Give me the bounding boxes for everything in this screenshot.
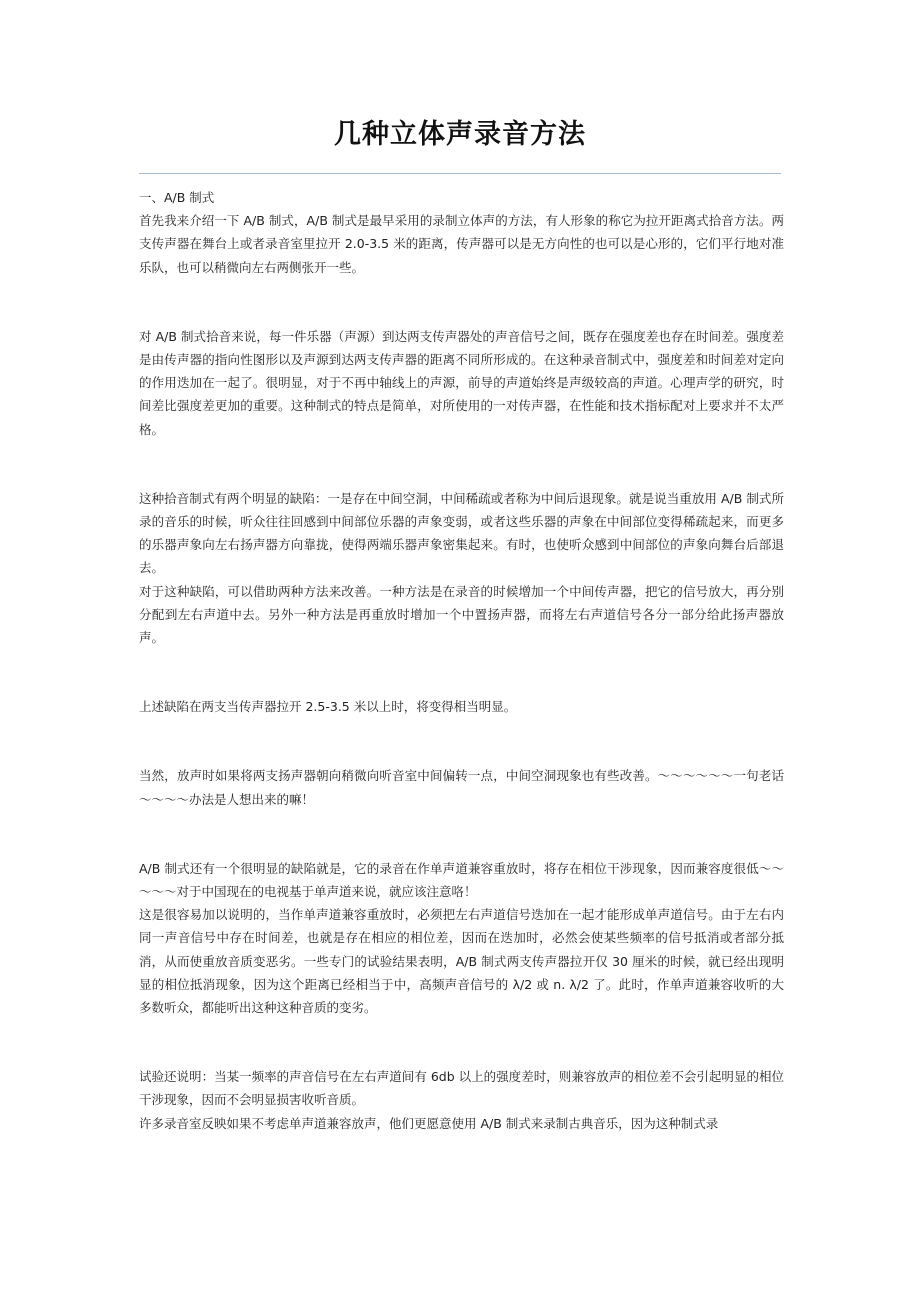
paragraph: 这种拾音制式有两个明显的缺陷：一是存在中间空洞，中间稀疏或者称为中间后退现象。就是说当重放用 A/B 制式所录的音乐的时候，听众往往回感到中间部位乐器的声象变弱，或者这些乐器的声象在中间部位变得稀疏起来，而更多的乐器声象向左右扬声器方向靠拢，使得两端乐器声象密集起来。有时，也使听众感到中间部位的声象向舞台后部退去。 bbox=[139, 490, 784, 576]
section-heading: 一、A/B 制式 bbox=[139, 190, 215, 205]
paragraph-spacer bbox=[139, 441, 784, 487]
paragraph: 试验还说明：当某一频率的声音信号在左右声道间有 6db 以上的强度差时，则兼容放声的相位差不会引起明显的相位干涉现象，因而不会明显损害收听音质。 bbox=[139, 1069, 784, 1108]
paragraph-spacer bbox=[139, 1019, 784, 1065]
paragraph: 对于这种缺陷，可以借助两种方法来改善。一种方法是在录音的时候增加一个中间传声器，把它的信号放大，再分别分配到左右声道中去。另外一种方法是再重放时增加一个中置扬声器，而将左右声道信号各分一部分给此扬声器放声。 bbox=[139, 583, 784, 646]
paragraph-spacer bbox=[139, 811, 784, 857]
paragraph: 许多录音室反映如果不考虑单声道兼容放声，他们更愿意使用 A/B 制式来录制古典音乐，因为这种制式录 bbox=[139, 1115, 719, 1131]
paragraph-spacer bbox=[139, 649, 784, 695]
paragraph: 首先我来介绍一下 A/B 制式，A/B 制式是最早采用的录制立体声的方法，有人形象的称它为拉开距离式拾音方法。两支传声器在舞台上或者录音室里拉开 2.0-3.5 米的距离，传声器可以是无方向性的也可以是心形的，它们平行地对准乐队，也可以稍微向左右两侧张开一些。 bbox=[139, 213, 784, 275]
document-body bbox=[139, 186, 784, 1135]
paragraph: 当然，放声时如果将两支扬声器朝向稍微向听音室中间偏转一点，中间空洞现象也有些改善。～～～～～～一句老话～～～～办法是人想出来的嘛！ bbox=[139, 768, 784, 807]
paragraph: 这是很容易加以说明的，当作单声道兼容重放时，必须把左右声道信号迭加在一起才能形成单声道信号。由于左右内同一声音信号中存在时间差，也就是存在相应的相位差，因而在迭加时，必然会使某些频率的信号抵消或者部分抵消，从而使重放音质变恶劣。一些专门的试验结果表明，A/B 制式两支传声器拉开仅 30 厘米的时候，就已经出现明显的相位抵消现象，因为这个距离已经相当于中，高频声音信号的 λ/2 或 n. λ/2 了。此时，作单声道兼容收听的大多数听众，都能听出这种这种音质的变劣。 bbox=[139, 907, 784, 1016]
paragraph: 上述缺陷在两支当传声器拉开 2.5-3.5 米以上时，将变得相当明显。 bbox=[139, 699, 517, 715]
paragraph-spacer bbox=[139, 279, 784, 325]
paragraph-spacer bbox=[139, 718, 784, 764]
title-divider bbox=[139, 173, 781, 174]
document-title: 几种立体声录音方法 bbox=[334, 119, 586, 150]
paragraph: A/B 制式还有一个很明显的缺陷就是，它的录音在作单声道兼容重放时，将存在相位干涉现象，因而兼容度很低～～～～～对于中国现在的电视基于单声道来说，就应该注意咯！ bbox=[139, 860, 784, 900]
paragraph: 对 A/B 制式拾音来说，每一件乐器（声源）到达两支传声器处的声音信号之间，既存在强度差也存在时间差。强度差是由传声器的指向性图形以及声源到达两支传声器的距离不同所形成的。在这种录音制式中，强度差和时间差对定向的作用迭加在一起了。很明显，对于不再中轴线上的声源，前导的声道始终是声级较高的声道。心理声学的研究，时间差比强度差更加的重要。这种制式的特点是简单，对所使用的一对传声器，在性能和技术指标配对上要求并不太严格。 bbox=[139, 328, 784, 437]
